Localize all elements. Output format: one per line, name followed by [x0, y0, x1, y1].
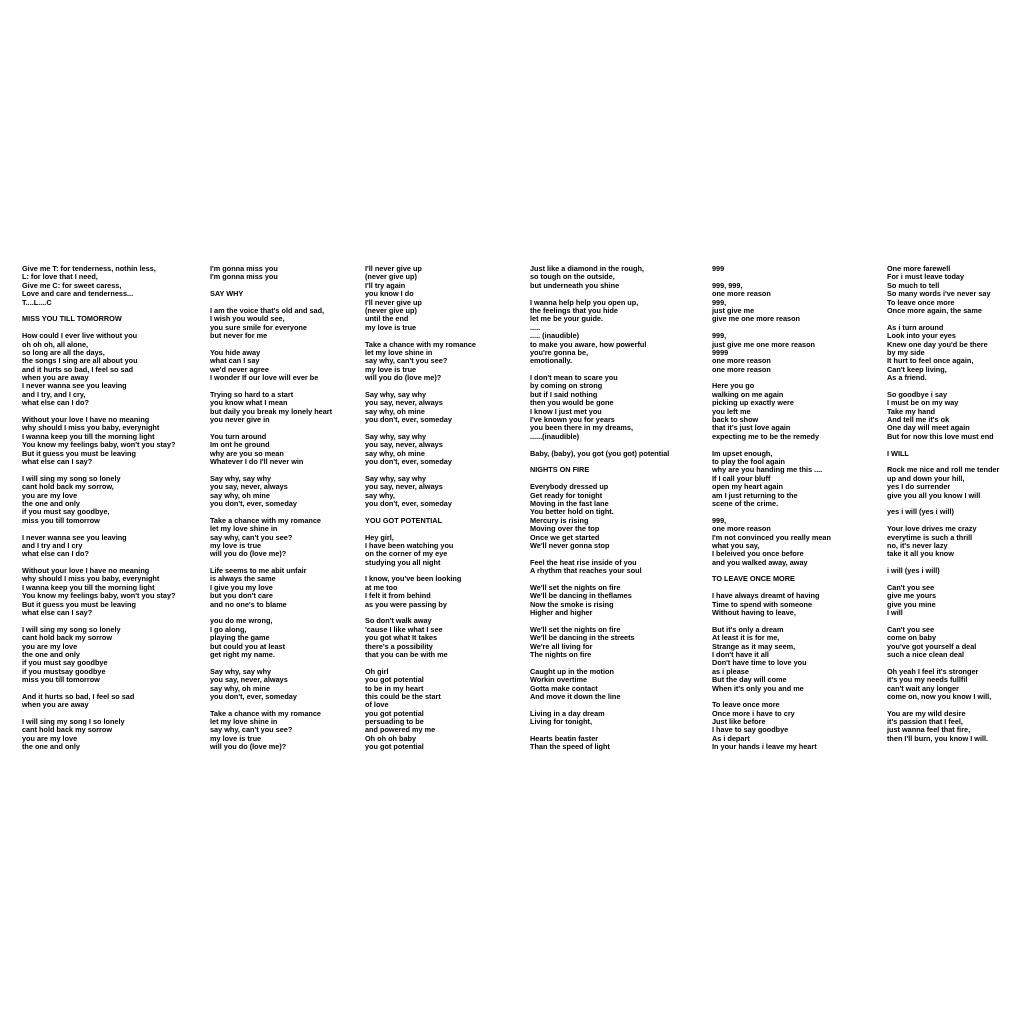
- lyric-line: How could I ever live without you: [22, 331, 138, 341]
- lyric-line: I go along,: [210, 624, 247, 634]
- lyric-line: Strange as it may seem,: [712, 641, 796, 651]
- lyric-line: To leave once more: [887, 297, 955, 307]
- lyric-line: (never give up): [365, 272, 417, 282]
- lyric-line: but underneath you shine: [530, 280, 620, 290]
- lyric-line: We'll set the nights on fire: [530, 624, 621, 634]
- lyric-line: you say, never, always: [210, 675, 288, 685]
- lyric-line: T....L....C: [22, 297, 52, 307]
- lyric-line: you know what I mean: [210, 398, 288, 408]
- lyric-line: is always the same: [210, 574, 276, 584]
- lyric-line: but if I said nothing: [530, 389, 598, 399]
- lyrics-column-6: [887, 265, 999, 743]
- lyric-line: Baby, (baby), you got (you got) potential: [530, 448, 670, 458]
- lyric-line: at me too: [365, 582, 398, 592]
- lyric-line: that you can be with me: [365, 649, 448, 659]
- lyric-line: .....: [530, 322, 541, 332]
- lyric-line: give me one more reason: [712, 314, 801, 324]
- lyric-line: will you do (love me)?: [210, 549, 287, 559]
- lyric-line: SAY WHY: [210, 289, 244, 299]
- lyric-line: up and down your hill,: [887, 473, 965, 483]
- lyric-line: then you would be gone: [530, 398, 614, 408]
- lyric-line: ......(inaudible): [530, 431, 580, 441]
- lyric-line: Your love drives me crazy: [887, 524, 977, 534]
- lyric-line: For i must leave today: [887, 272, 965, 282]
- lyric-line: Take a chance with my romance: [365, 339, 476, 349]
- lyric-line: Workin overtime: [530, 675, 588, 685]
- lyric-line: NIGHTS ON FIRE: [530, 465, 590, 475]
- lyric-line: come on baby: [887, 633, 937, 643]
- lyric-line: back to show: [712, 415, 759, 425]
- lyric-line: Whatever I do I'll never win: [210, 456, 304, 466]
- lyric-line: We'll set the nights on fire: [530, 582, 621, 592]
- lyric-line: oh oh oh, all alone,: [22, 339, 89, 349]
- lyric-line: Here you go: [712, 381, 755, 391]
- lyric-line: 9999: [712, 347, 729, 357]
- lyric-line: and powered my me: [365, 725, 436, 735]
- lyric-line: Look into your eyes: [887, 331, 956, 341]
- lyric-line: Knew one day you'd be there: [887, 339, 988, 349]
- lyric-line: Say why, say why: [210, 666, 272, 676]
- lyric-line: You hide away: [210, 347, 261, 357]
- lyric-line: you sure smile for everyone: [210, 322, 307, 332]
- lyric-line: At least it is for me,: [712, 633, 780, 643]
- lyric-line: Oh girl: [365, 666, 389, 676]
- lyric-line: I don't have it all: [712, 649, 769, 659]
- lyric-line: but you don't care: [210, 591, 273, 601]
- lyric-line: of love: [365, 700, 389, 710]
- lyric-line: i will (yes i will): [887, 566, 940, 576]
- lyric-line: But for now this love must end: [887, 431, 994, 441]
- lyric-line: You are my wild desire: [887, 708, 966, 718]
- lyric-line: I'll never give up: [365, 297, 422, 307]
- lyric-line: So many words i've never say: [887, 289, 991, 299]
- lyric-line: that it's just love again: [712, 423, 791, 433]
- lyric-line: on the corner of my eye: [365, 549, 448, 559]
- lyric-line: Take a chance with my romance: [210, 515, 321, 525]
- lyric-line: to play the fool again: [712, 456, 785, 466]
- lyric-line: As a friend.: [887, 373, 927, 383]
- lyric-line: persuading to be: [365, 717, 424, 727]
- lyric-line: To leave once more: [712, 700, 780, 710]
- lyric-line: the feelings that you hide: [530, 305, 618, 315]
- lyric-line: there's a possibility: [365, 641, 433, 651]
- lyric-line: you got potential: [365, 708, 424, 718]
- lyric-line: take it all you know: [887, 549, 954, 559]
- lyric-line: by coming on strong: [530, 381, 603, 391]
- lyric-line: I will sing my song so lonely: [22, 624, 121, 634]
- lyric-line: you don't, ever, someday: [210, 691, 297, 701]
- lyric-line: I felt it from behind: [365, 591, 431, 601]
- lyric-line: I'm gonna miss you: [210, 264, 278, 273]
- lyric-line: As i turn around: [887, 322, 944, 332]
- lyric-line: why should I miss you baby, everynight: [22, 423, 160, 433]
- lyric-line: And it hurts so bad, I feel so sad: [22, 691, 135, 701]
- lyric-line: so long are all the days,: [22, 347, 105, 357]
- lyric-line: as you were passing by: [365, 599, 447, 609]
- lyric-line: why are you handing me this ....: [712, 465, 823, 475]
- lyric-line: Moving over the top: [530, 524, 600, 534]
- lyric-line: And tell me it's ok: [887, 415, 950, 425]
- lyric-line: Oh oh oh baby: [365, 733, 417, 743]
- lyric-line: you've got yourself a deal: [887, 641, 977, 651]
- lyric-line: Without having to leave,: [712, 608, 796, 618]
- lyric-line: I wonder If our love will ever be: [210, 373, 319, 383]
- lyric-line: one more reason: [712, 524, 771, 534]
- lyric-line: cant hold back my sorrow,: [22, 482, 114, 492]
- lyric-line: as i please: [712, 666, 749, 676]
- lyric-line: this could be the start: [365, 691, 441, 701]
- lyric-line: you don't, ever, someday: [365, 498, 452, 508]
- lyric-line: Living for tonight,: [530, 717, 593, 727]
- lyric-line: Im upset enough,: [712, 448, 773, 458]
- lyric-line: say why, oh mine: [365, 448, 425, 458]
- lyric-line: say why, oh mine: [365, 406, 425, 416]
- lyric-line: Rock me nice and roll me tender: [887, 465, 1000, 475]
- lyric-line: am I just returning to the: [712, 490, 798, 500]
- lyric-line: say why, can't you see?: [210, 725, 293, 735]
- lyric-line: I know I just met you: [530, 406, 602, 416]
- lyric-line: it's passion that I feel,: [887, 717, 963, 727]
- lyric-line: you do me wrong,: [210, 616, 273, 626]
- lyric-line: to be in my heart: [365, 683, 424, 693]
- lyric-line: Im ont he ground: [210, 440, 270, 450]
- lyric-line: MISS YOU TILL TOMORROW: [22, 314, 122, 324]
- lyric-line: We're all living for: [530, 641, 593, 651]
- lyric-line: You better hold on tight.: [530, 507, 614, 517]
- lyric-line: Once more again, the same: [887, 305, 982, 315]
- lyric-line: Than the speed of light: [530, 742, 610, 752]
- lyric-line: you say, never, always: [365, 398, 443, 408]
- lyric-line: the one and only: [22, 498, 80, 508]
- lyric-line: Now the smoke is rising: [530, 599, 614, 609]
- lyric-line: I know, you've been looking: [365, 574, 462, 584]
- lyric-line: if you must say goodbye,: [22, 507, 110, 517]
- lyric-line: But it guess you must be leaving: [22, 448, 136, 458]
- lyric-line: you're gonna be,: [530, 347, 589, 357]
- lyric-line: you got potential: [365, 742, 424, 752]
- lyric-line: my love is true: [365, 364, 417, 374]
- lyric-line: We'll never gonna stop: [530, 540, 610, 550]
- lyric-line: I must be on my way: [887, 398, 959, 408]
- lyric-line: Say why, say why: [365, 389, 427, 399]
- lyric-line: what else can I do?: [22, 549, 89, 559]
- lyric-line: just give me one more reason: [712, 339, 816, 349]
- lyrics-column-5: [712, 265, 831, 752]
- lyric-line: Trying so hard to a start: [210, 389, 294, 399]
- lyric-line: ..... (inaudible): [530, 331, 580, 341]
- lyric-line: But it guess you must be leaving: [22, 599, 136, 609]
- lyric-line: I will: [887, 608, 903, 618]
- lyric-line: and no one's to blame: [210, 599, 287, 609]
- lyric-line: Once more i have to cry: [712, 708, 795, 718]
- lyric-line: you don't, ever, someday: [210, 498, 297, 508]
- lyric-line: Moving in the fast lane: [530, 498, 609, 508]
- lyric-line: will you do (love me)?: [210, 742, 287, 752]
- lyric-line: the one and only: [22, 649, 80, 659]
- lyric-line: I'll never give up: [365, 264, 422, 273]
- lyric-line: you are my love: [22, 641, 78, 651]
- lyric-line: why are you so mean: [210, 448, 284, 458]
- lyric-line: what else can I say?: [22, 608, 93, 618]
- lyric-line: If I call your bluff: [712, 473, 771, 483]
- lyric-line: you been there in my dreams,: [530, 423, 634, 433]
- stanza-gap: [712, 324, 831, 332]
- lyric-line: In your hands i leave my heart: [712, 742, 817, 752]
- lyric-line: And move it down the line: [530, 691, 621, 701]
- lyric-line: my love is true: [365, 322, 417, 332]
- lyric-line: I wish you would see,: [210, 314, 285, 324]
- lyric-line: let me be your guide.: [530, 314, 603, 324]
- lyric-line: such a nice clean deal: [887, 649, 965, 659]
- lyric-line: Everybody dressed up: [530, 482, 609, 492]
- lyric-line: 999,: [712, 515, 727, 525]
- lyric-line: just give me: [712, 305, 755, 315]
- lyric-line: give me yours: [887, 591, 937, 601]
- lyric-line: TO LEAVE ONCE MORE: [712, 574, 795, 584]
- lyric-line: You turn around: [210, 431, 267, 441]
- lyric-line: Can't keep living,: [887, 364, 947, 374]
- lyric-line: open my heart again: [712, 482, 783, 492]
- lyric-line: Give me C: for sweet caress,: [22, 280, 122, 290]
- lyric-line: Say why, say why: [210, 473, 272, 483]
- lyric-line: let my love shine in: [210, 717, 278, 727]
- lyric-line: But the day will come: [712, 675, 787, 685]
- lyric-line: When it's only you and me: [712, 683, 804, 693]
- lyric-line: yes i will (yes i will): [887, 507, 954, 517]
- lyric-line: Living in a day dream: [530, 708, 605, 718]
- lyric-line: You know my feelings baby, won't you stay?: [22, 440, 176, 450]
- lyric-line: L: for love that I need,: [22, 272, 98, 282]
- lyric-line: We'll be dancing in theflames: [530, 591, 632, 601]
- lyric-line: one more reason: [712, 364, 771, 374]
- lyric-line: I give you my love: [210, 582, 273, 592]
- lyric-line: but daily you break my lonely heart: [210, 406, 333, 416]
- lyric-line: 999, 999,: [712, 280, 743, 290]
- lyric-line: 999: [712, 264, 725, 273]
- lyric-line: what else can I do?: [22, 398, 89, 408]
- lyric-line: what can I say: [210, 356, 260, 366]
- lyric-line: 999,: [712, 297, 727, 307]
- lyric-line: Once we get started: [530, 532, 600, 542]
- lyric-line: playing the game: [210, 633, 270, 643]
- lyric-line: you left me: [712, 406, 751, 416]
- lyric-line: miss you till tomorrow: [22, 675, 100, 685]
- lyric-line: and I try, and I cry,: [22, 389, 86, 399]
- lyric-line: say why, oh mine: [210, 490, 270, 500]
- lyric-line: then I'll burn, you know I will.: [887, 733, 989, 743]
- lyric-line: Give me T: for tenderness, nothin less,: [22, 264, 156, 273]
- lyric-line: Say why, say why: [365, 431, 427, 441]
- lyric-line: I WILL: [887, 448, 909, 458]
- lyric-line: I'm not convinced you really mean: [712, 532, 831, 542]
- lyric-line: Just like before: [712, 717, 766, 727]
- lyric-line: my love is true: [210, 540, 262, 550]
- lyric-line: the songs I sing are all about you: [22, 356, 138, 366]
- lyric-line: and I try and I cry: [22, 540, 83, 550]
- lyric-line: Just like a diamond in the rough,: [530, 264, 644, 273]
- lyric-line: you got potential: [365, 675, 424, 685]
- lyric-line: the one and only: [22, 742, 80, 752]
- lyric-line: you never give in: [210, 415, 270, 425]
- lyric-line: I never wanna see you leaving: [22, 532, 127, 542]
- lyric-line: until the end: [365, 314, 409, 324]
- lyric-line: I beleived you once before: [712, 549, 804, 559]
- lyric-line: one more reason: [712, 356, 771, 366]
- lyric-line: expecting me to be the remedy: [712, 431, 820, 441]
- lyric-line: The nights on fire: [530, 649, 592, 659]
- lyric-line: say why, can't you see?: [365, 356, 448, 366]
- lyric-line: I wanna keep you till the morning light: [22, 431, 155, 441]
- lyric-line: I will sing my song I so lonely: [22, 717, 125, 727]
- lyric-line: can't wait any longer: [887, 683, 959, 693]
- lyric-line: I've known you for years: [530, 415, 615, 425]
- lyric-line: It hurt to feel once again,: [887, 356, 974, 366]
- lyric-line: One day will meet again: [887, 423, 970, 433]
- lyric-line: So much to tell: [887, 280, 940, 290]
- lyric-line: (never give up): [365, 305, 417, 315]
- lyric-line: give you mine: [887, 599, 936, 609]
- lyric-line: walking on me again: [712, 389, 784, 399]
- lyric-line: studying you all night: [365, 557, 441, 567]
- lyric-line: say why, can't you see?: [210, 532, 293, 542]
- lyric-line: to make you aware, how powerful: [530, 339, 647, 349]
- lyric-line: cant hold back my sorrow: [22, 725, 113, 735]
- lyric-line: will you do (love me)?: [365, 373, 442, 383]
- lyric-line: it's you my needs fullfil: [887, 675, 968, 685]
- lyric-line: Oh yeah I feel it's stronger: [887, 666, 979, 676]
- lyric-line: Don't have time to love you: [712, 658, 807, 668]
- lyric-line: miss you till tomorrow: [22, 515, 100, 525]
- lyric-line: Take my hand: [887, 406, 936, 416]
- lyric-line: A rhythm that reaches your soul: [530, 566, 642, 576]
- lyric-line: if you must say goodbye: [22, 658, 108, 668]
- lyric-line: you don't, ever, someday: [365, 456, 452, 466]
- lyric-line: YOU GOT POTENTIAL: [365, 515, 443, 525]
- lyrics-column-1: [22, 265, 176, 752]
- lyrics-column-3: [365, 265, 476, 752]
- lyric-line: One more farewell: [887, 264, 951, 273]
- lyric-line: Time to spend with someone: [712, 599, 813, 609]
- lyric-line: Hey girl,: [365, 532, 394, 542]
- lyric-line: I am the voice that's old and sad,: [210, 305, 325, 315]
- lyric-line: Without your love I have no meaning: [22, 415, 150, 425]
- lyric-line: I have always dreamt of having: [712, 591, 820, 601]
- lyric-line: Get ready for tonight: [530, 490, 603, 500]
- lyric-line: I'll try again: [365, 280, 406, 290]
- lyric-line: you say, never, always: [210, 482, 288, 492]
- lyric-line: Higher and higher: [530, 608, 593, 618]
- lyric-line: everytime is such a thrill: [887, 532, 973, 542]
- lyric-line: Caught up in the motion: [530, 666, 614, 676]
- lyric-line: yes I do surrender: [887, 482, 951, 492]
- lyric-line: you say, never, always: [365, 482, 443, 492]
- lyric-line: So goodbye i say: [887, 389, 948, 399]
- lyric-line: when you are away: [22, 373, 89, 383]
- lyric-line: I will sing my song so lonely: [22, 473, 121, 483]
- lyric-line: Gotta make contact: [530, 683, 598, 693]
- lyric-line: cant hold back my sorrow: [22, 633, 113, 643]
- lyric-line: I wanna keep you till the morning light: [22, 582, 155, 592]
- lyric-line: if you mustsay goodbye: [22, 666, 106, 676]
- lyric-line: Life seems to me abit unfair: [210, 566, 307, 576]
- lyric-line: Mercury is rising: [530, 515, 589, 525]
- lyric-line: I never wanna see you leaving: [22, 381, 127, 391]
- lyric-line: let my love shine in: [210, 524, 278, 534]
- lyric-line: get right my name.: [210, 649, 275, 659]
- lyric-line: Say why, say why: [365, 473, 427, 483]
- lyric-line: when you are away: [22, 700, 89, 710]
- lyric-line: what you say,: [712, 540, 760, 550]
- lyric-line: give you all you know I will: [887, 490, 981, 500]
- lyric-line: and it hurts so bad, I feel so sad: [22, 364, 134, 374]
- lyric-line: Can't you see: [887, 582, 935, 592]
- lyric-line: you got what It takes: [365, 633, 438, 643]
- lyric-line: what else can I say?: [22, 456, 93, 466]
- lyric-line: no, it's never lazy: [887, 540, 948, 550]
- lyric-line: say why,: [365, 490, 395, 500]
- lyric-line: As i depart: [712, 733, 750, 743]
- lyrics-column-2: [210, 265, 332, 752]
- lyric-line: Take a chance with my romance: [210, 708, 321, 718]
- lyric-line: and you walked away, away: [712, 557, 808, 567]
- lyric-line: why should I miss you baby, everynight: [22, 574, 160, 584]
- lyric-line: picking up exactly were: [712, 398, 794, 408]
- lyric-line: I wanna help help you open up,: [530, 297, 639, 307]
- lyric-line: Can't you see: [887, 624, 935, 634]
- stanza-gap: [712, 508, 831, 516]
- lyric-line: one more reason: [712, 289, 771, 299]
- lyric-line: but could you at least: [210, 641, 286, 651]
- lyric-line: So don't walk away: [365, 616, 432, 626]
- lyric-line: I'm gonna miss you: [210, 272, 278, 282]
- lyric-line: I don't mean to scare you: [530, 373, 618, 383]
- lyric-line: we'd never agree: [210, 364, 269, 374]
- lyric-line: I have been watching you: [365, 540, 454, 550]
- lyric-line: But it's only a dream: [712, 624, 784, 634]
- lyric-line: Love and care and tenderness...: [22, 289, 134, 299]
- lyric-line: you are my love: [22, 490, 78, 500]
- lyric-line: scene of the crime.: [712, 498, 779, 508]
- lyric-line: We'll be dancing in the streets: [530, 633, 635, 643]
- lyric-line: Without your love I have no meaning: [22, 566, 150, 576]
- lyric-line: you don't, ever, someday: [365, 415, 452, 425]
- lyric-line: 'cause I like what I see: [365, 624, 443, 634]
- lyric-line: Feel the heat rise inside of you: [530, 557, 637, 567]
- lyric-line: say why, oh mine: [210, 683, 270, 693]
- lyric-line: Hearts beatin faster: [530, 733, 599, 743]
- lyric-line: you say, never, always: [365, 440, 443, 450]
- lyric-line: just wanna feel that fire,: [887, 725, 971, 735]
- lyric-line: you are my love: [22, 733, 78, 743]
- lyric-line: by my side: [887, 347, 925, 357]
- lyric-line: I have to say goodbye: [712, 725, 789, 735]
- lyric-line: You know my feelings baby, won't you stay?: [22, 591, 176, 601]
- lyric-line: you know I do: [365, 289, 414, 299]
- lyric-line: let my love shine in: [365, 347, 433, 357]
- lyric-line: my love is true: [210, 733, 262, 743]
- lyric-line: emotionally.: [530, 356, 573, 366]
- lyric-line: come on, now you know I will,: [887, 691, 992, 701]
- lyric-line: so tough on the outside,: [530, 272, 615, 282]
- lyric-line: but never for me: [210, 331, 268, 341]
- lyrics-column-4: [530, 265, 669, 752]
- lyric-line: 999,: [712, 331, 727, 341]
